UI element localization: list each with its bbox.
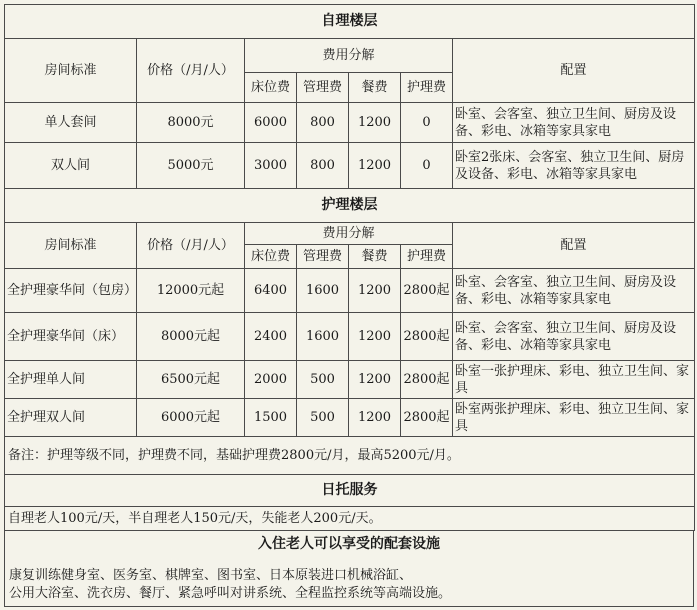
header-care: 护理费 (401, 73, 453, 103)
meal-fee: 1200 (349, 361, 401, 399)
mgmt-fee: 500 (297, 399, 349, 437)
room-name: 全护理双人间 (5, 399, 137, 437)
mgmt-fee: 500 (297, 361, 349, 399)
room-config: 卧室、会客室、独立卫生间、厨房及设备、彩电、冰箱等家具家电 (453, 313, 695, 361)
table-row (5, 269, 695, 313)
facilities-section (4, 531, 694, 607)
table-row (5, 103, 695, 143)
daycare-text: 自理老人100元/天，半自理老人150元/天，失能老人200元/天。 (5, 507, 695, 531)
care-fee: 2800起 (401, 361, 453, 399)
header-room: 房间标准 (5, 39, 137, 103)
care-fee: 0 (401, 103, 453, 143)
mgmt-fee: 1600 (297, 269, 349, 313)
meal-fee: 1200 (349, 399, 401, 437)
care-fee: 2800起 (401, 313, 453, 361)
care-fee: 2800起 (401, 269, 453, 313)
meal-fee: 1200 (349, 269, 401, 313)
header-breakdown: 费用分解 (245, 223, 453, 245)
care-fee: 0 (401, 143, 453, 189)
price-document (4, 4, 694, 607)
facilities-title: 入住老人可以享受的配套设施 (258, 536, 440, 552)
header-meal: 餐费 (349, 73, 401, 103)
facilities-line-2: 公用大浴室、洗衣房、餐厅、紧急呼叫对讲系统、全程监控系统等高端设施。 (9, 586, 452, 601)
bed-fee: 6400 (245, 269, 297, 313)
room-name: 全护理单人间 (5, 361, 137, 399)
price-table (4, 4, 695, 531)
mgmt-fee: 1600 (297, 313, 349, 361)
bed-fee: 2000 (245, 361, 297, 399)
section1-title: 自理楼层 (5, 5, 695, 39)
room-config: 卧室两张护理床、彩电、独立卫生间、家具 (453, 399, 695, 437)
meal-fee: 1200 (349, 313, 401, 361)
header-breakdown: 费用分解 (245, 39, 453, 73)
facilities-line-1: 康复训练健身室、医务室、棋牌室、图书室、日本原装进口机械浴缸、 (9, 568, 413, 583)
room-price: 5000元 (137, 143, 245, 189)
room-name: 全护理豪华间（包房） (5, 269, 137, 313)
table-row (5, 399, 695, 437)
mgmt-fee: 800 (297, 103, 349, 143)
room-config: 卧室2张床、会客室、独立卫生间、厨房及设备、彩电、冰箱等家具家电 (453, 143, 695, 189)
meal-fee: 1200 (349, 103, 401, 143)
room-config: 卧室、会客室、独立卫生间、厨房及设备、彩电、冰箱等家具家电 (453, 103, 695, 143)
daycare-title: 日托服务 (5, 475, 695, 507)
bed-fee: 6000 (245, 103, 297, 143)
section2-title: 护理楼层 (5, 189, 695, 223)
room-price: 8000元起 (137, 313, 245, 361)
table-row (5, 143, 695, 189)
meal-fee: 1200 (349, 143, 401, 189)
bed-fee: 2400 (245, 313, 297, 361)
room-price: 8000元 (137, 103, 245, 143)
care-fee: 2800起 (401, 399, 453, 437)
mgmt-fee: 800 (297, 143, 349, 189)
room-name: 单人套间 (5, 103, 137, 143)
header-price: 价格（/月/人） (137, 223, 245, 269)
room-config: 卧室、会客室、独立卫生间、厨房及设备、彩电、冰箱等家具家电 (453, 269, 695, 313)
room-price: 12000元起 (137, 269, 245, 313)
room-name: 全护理豪华间（床） (5, 313, 137, 361)
room-name: 双人间 (5, 143, 137, 189)
header-room: 房间标准 (5, 223, 137, 269)
room-config: 卧室一张护理床、彩电、独立卫生间、家具 (453, 361, 695, 399)
header-config: 配置 (453, 223, 695, 269)
header-bed: 床位费 (245, 73, 297, 103)
table-row (5, 361, 695, 399)
header-price: 价格（/月/人） (137, 39, 245, 103)
care-note: 备注：护理等级不同，护理费不同，基础护理费2800元/月，最高5200元/月。 (5, 437, 695, 475)
bed-fee: 1500 (245, 399, 297, 437)
header-bed: 床位费 (245, 245, 297, 269)
room-price: 6500元起 (137, 361, 245, 399)
header-meal: 餐费 (349, 245, 401, 269)
header-care: 护理费 (401, 245, 453, 269)
table-row (5, 313, 695, 361)
header-mgmt: 管理费 (297, 73, 349, 103)
bed-fee: 3000 (245, 143, 297, 189)
header-config: 配置 (453, 39, 695, 103)
header-mgmt: 管理费 (297, 245, 349, 269)
room-price: 6000元起 (137, 399, 245, 437)
